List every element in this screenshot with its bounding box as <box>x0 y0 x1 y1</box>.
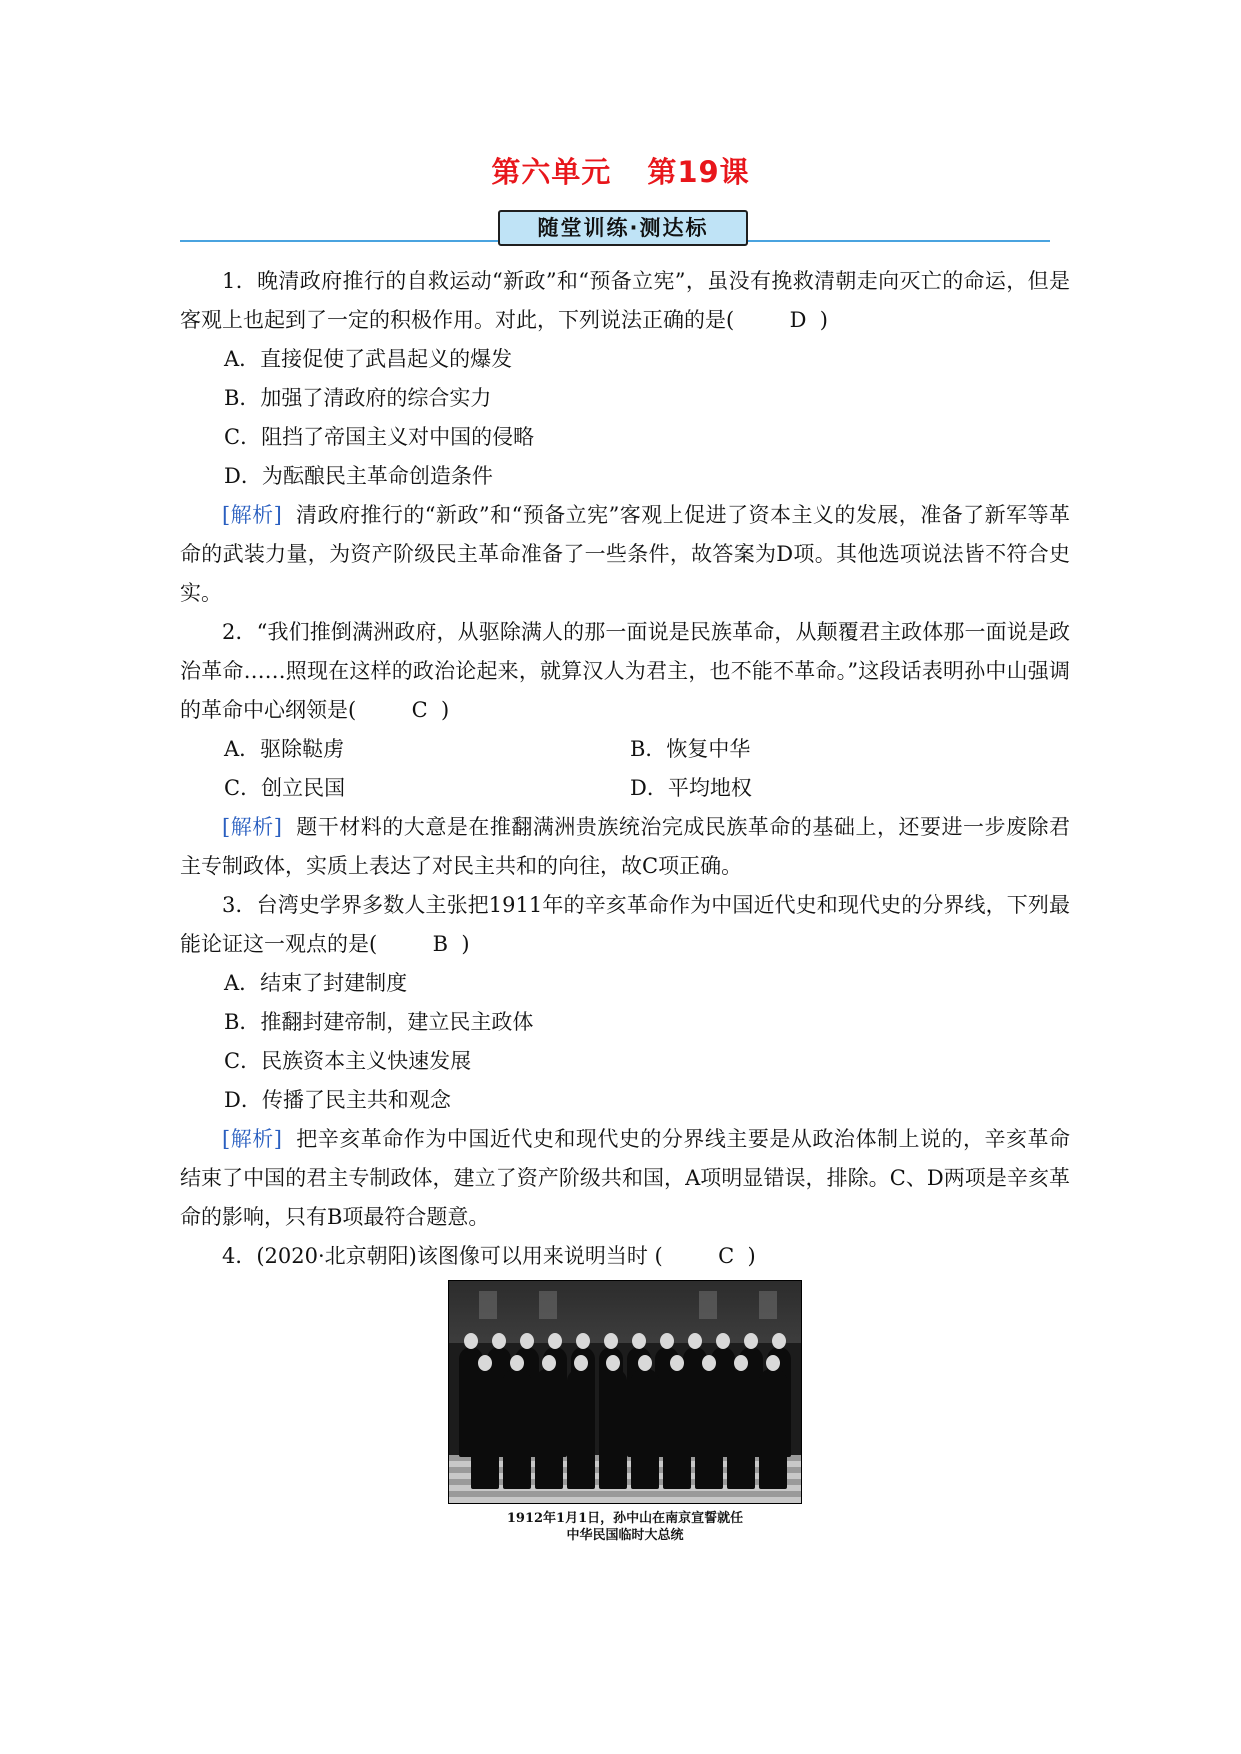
person-silhouette <box>695 1369 723 1489</box>
person-head <box>478 1355 492 1371</box>
person-silhouette <box>631 1369 659 1489</box>
question-list <box>180 262 1070 1544</box>
option: A．结束了封建制度 <box>224 971 408 995</box>
option: C．阻挡了帝国主义对中国的侵略 <box>224 425 535 449</box>
person-head <box>744 1333 758 1349</box>
option: B．加强了清政府的综合实力 <box>224 386 492 410</box>
person-head <box>520 1333 534 1349</box>
person-silhouette <box>727 1369 755 1489</box>
person-head <box>492 1333 506 1349</box>
option: D．传播了民主共和观念 <box>224 1088 451 1112</box>
person-head <box>716 1333 730 1349</box>
answer-key: C <box>411 698 428 722</box>
option: B．推翻封建帝制，建立民主政体 <box>224 1010 534 1034</box>
person-head <box>632 1333 646 1349</box>
caption-line: 1912年1月1日，孙中山在南京宣誓就任 <box>506 1511 744 1526</box>
person-silhouette <box>759 1369 787 1489</box>
lesson-title: 第19课 <box>647 155 750 189</box>
question-stem: 4．(2020·北京朝阳)该图像可以用来说明当时 ( C ) <box>180 1237 1070 1276</box>
person-head <box>772 1333 786 1349</box>
option: D．为酝酿民主革命创造条件 <box>224 464 493 488</box>
option: A．驱除鞑虏 <box>224 737 345 761</box>
analysis: [解析] 把辛亥革命作为中国近代史和现代史的分界线主要是从政治体制上说的，辛亥革命结束了中国的君主专制政体，建立了资产阶级共和国，A项明显错误，排除。C、D两项是辛亥革命的影响，只有B项最符合题意。 <box>180 1127 1070 1229</box>
person-silhouette <box>503 1369 531 1489</box>
person-head <box>576 1333 590 1349</box>
person-silhouette <box>599 1369 627 1489</box>
option: D．平均地权 <box>630 776 752 800</box>
unit-title: 第六单元 <box>491 155 612 189</box>
option: C．民族资本主义快速发展 <box>224 1049 472 1073</box>
analysis-tag: [解析] <box>222 1127 282 1151</box>
person-head <box>660 1333 674 1349</box>
option: C．创立民国 <box>224 776 346 800</box>
answer-key: C <box>718 1244 735 1268</box>
person-head <box>688 1333 702 1349</box>
analysis: [解析] 题干材料的大意是在推翻满洲贵族统治完成民族革命的基础上，还要进一步废除君主专制政体，实质上表达了对民主共和的向往，故C项正确。 <box>180 815 1070 878</box>
person-head <box>548 1333 562 1349</box>
person-silhouette <box>471 1369 499 1489</box>
section-banner <box>180 210 1050 244</box>
option: B．恢复中华 <box>630 737 751 761</box>
person-head <box>638 1355 652 1371</box>
person-silhouette <box>535 1369 563 1489</box>
analysis-tag: [解析] <box>222 503 282 527</box>
answer-key: D <box>789 308 807 332</box>
photo-caption <box>180 1510 1070 1544</box>
person-head <box>510 1355 524 1371</box>
analysis-tag: [解析] <box>222 815 282 839</box>
option-row <box>180 730 1070 769</box>
option: A．直接促使了武昌起义的爆发 <box>224 347 513 371</box>
caption-line: 中华民国临时大总统 <box>566 1528 684 1543</box>
answer-key: B <box>432 932 448 956</box>
person-head <box>766 1355 780 1371</box>
historical-photo <box>448 1280 802 1504</box>
question-stem: 3．台湾史学界多数人主张把1911年的辛亥革命作为中国近代史和现代史的分界线，下列最能论证这一观点的是( B ) <box>180 886 1070 964</box>
page-title <box>0 150 1241 191</box>
option-row <box>180 769 1070 808</box>
question-stem: 2．“我们推倒满洲政府，从驱除满人的那一面说是民族革命，从颠覆君主政体那一面说是政治革命……照现在这样的政治论起来，就算汉人为君主，也不能不革命。”这段话表明孙中山强调的革命中心纲领是( C ) <box>180 613 1070 730</box>
person-head <box>670 1355 684 1371</box>
person-head <box>734 1355 748 1371</box>
analysis: [解析] 清政府推行的“新政”和“预备立宪”客观上促进了资本主义的发展，准备了新军等革命的武装力量，为资产阶级民主革命准备了一些条件，故答案为D项。其他选项说法皆不符合史实。 <box>180 503 1070 605</box>
person-head <box>464 1333 478 1349</box>
person-head <box>702 1355 716 1371</box>
banner-label: 随堂训练·测达标 <box>498 210 748 246</box>
person-head <box>604 1333 618 1349</box>
person-silhouette <box>567 1369 595 1489</box>
question-stem: 1．晚清政府推行的自救运动“新政”和“预备立宪”，虽没有挽救清朝走向灭亡的命运，但是客观上也起到了一定的积极作用。对此，下列说法正确的是( D ) <box>180 262 1070 340</box>
person-head <box>542 1355 556 1371</box>
person-head <box>606 1355 620 1371</box>
person-head <box>574 1355 588 1371</box>
person-silhouette <box>663 1369 691 1489</box>
